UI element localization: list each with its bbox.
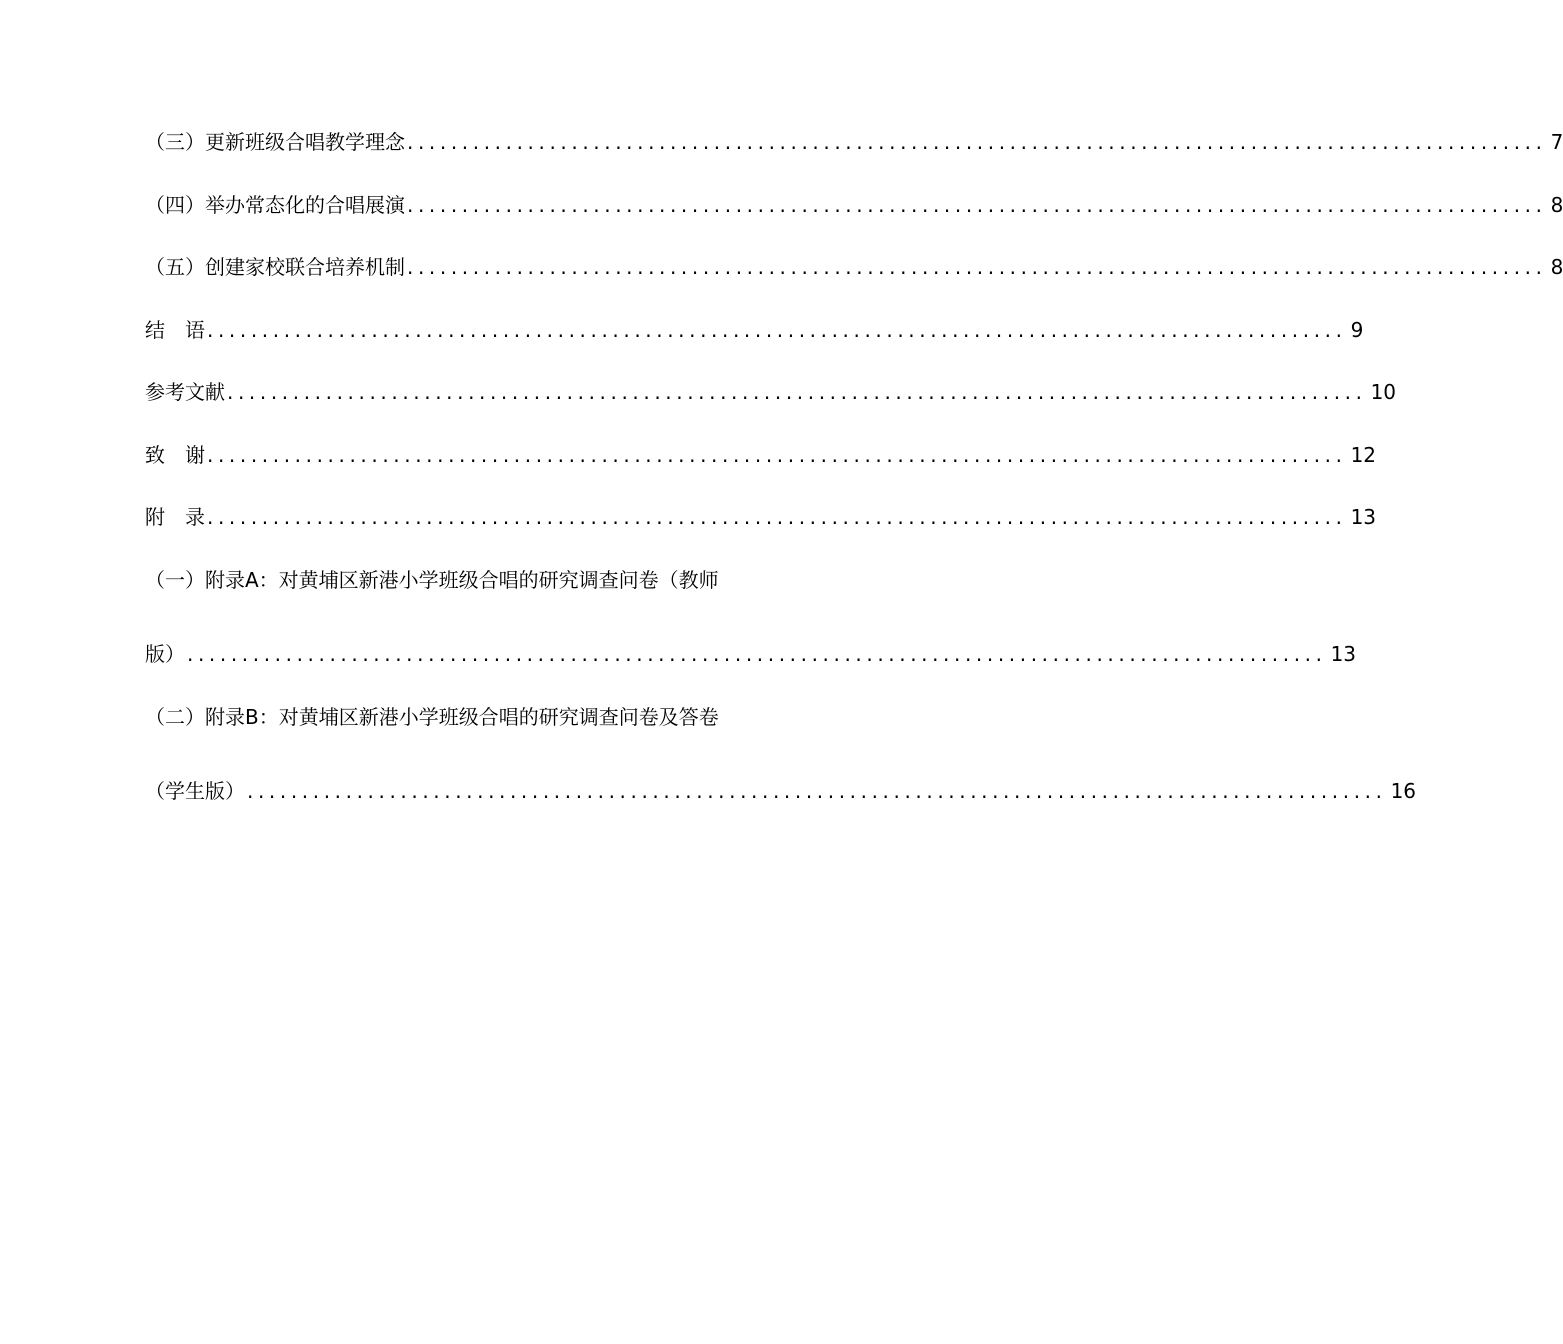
toc-entry-references[interactable]	[145, 377, 1397, 407]
toc-page-number: 13	[1350, 505, 1377, 529]
toc-leader-dots: ........................................................................................................	[407, 193, 1547, 217]
toc-page-number: 8	[1550, 255, 1563, 279]
toc-page-number: 13	[1330, 642, 1357, 666]
toc-page-number: 16	[1390, 779, 1417, 803]
toc-entry-label: 致 谢	[145, 443, 205, 467]
toc-entry-acknowledgements[interactable]	[145, 440, 1377, 470]
toc-leader-dots: ........................................................................................................	[407, 255, 1547, 279]
toc-entry-appendix[interactable]	[145, 502, 1377, 532]
toc-leader-dots: ........................................................................................................	[187, 642, 1327, 666]
toc-entry-label: 版）	[145, 642, 185, 666]
toc-entry-appendix-b-line1[interactable]: （二）附录B：对黄埔区新港小学班级合唱的研究调查问卷及答卷	[145, 705, 719, 729]
toc-leader-dots: ........................................................................................................	[247, 779, 1387, 803]
toc-page-number: 9	[1350, 318, 1364, 342]
toc-entry-label: 附 录	[145, 505, 205, 529]
toc-leader-dots: ........................................................................................................	[207, 505, 1347, 529]
toc-leader-dots: ........................................................................................................	[227, 380, 1367, 404]
toc-entry-chorus-performance[interactable]	[145, 190, 1563, 220]
toc-entry-label: （学生版）	[145, 779, 245, 803]
toc-entry-appendix-a-line1[interactable]: （一）附录A：对黄埔区新港小学班级合唱的研究调查问卷（教师	[145, 568, 719, 592]
toc-entry-label: 参考文献	[145, 380, 225, 404]
toc-entry-update-teaching-concept[interactable]	[145, 127, 1563, 157]
toc-leader-dots: ........................................................................................................	[207, 318, 1347, 342]
toc-entry-label: （四）举办常态化的合唱展演	[145, 193, 405, 217]
toc-entry-conclusion[interactable]	[145, 315, 1364, 345]
toc-entry-appendix-b-line2[interactable]	[145, 776, 1417, 806]
toc-entry-appendix-a-line2[interactable]	[145, 639, 1357, 669]
toc-page-number: 12	[1350, 443, 1377, 467]
toc-page-number: 7	[1550, 130, 1563, 154]
toc-page-number: 8	[1550, 193, 1563, 217]
toc-entry-label: （三）更新班级合唱教学理念	[145, 130, 405, 154]
toc-entry-label: （五）创建家校联合培养机制	[145, 255, 405, 279]
toc-entry-home-school-mechanism[interactable]	[145, 252, 1563, 282]
toc-entry-label: 结 语	[145, 318, 205, 342]
toc-leader-dots: ........................................................................................................	[407, 130, 1547, 154]
toc-leader-dots: ........................................................................................................	[207, 443, 1347, 467]
toc-page-number: 10	[1370, 380, 1397, 404]
